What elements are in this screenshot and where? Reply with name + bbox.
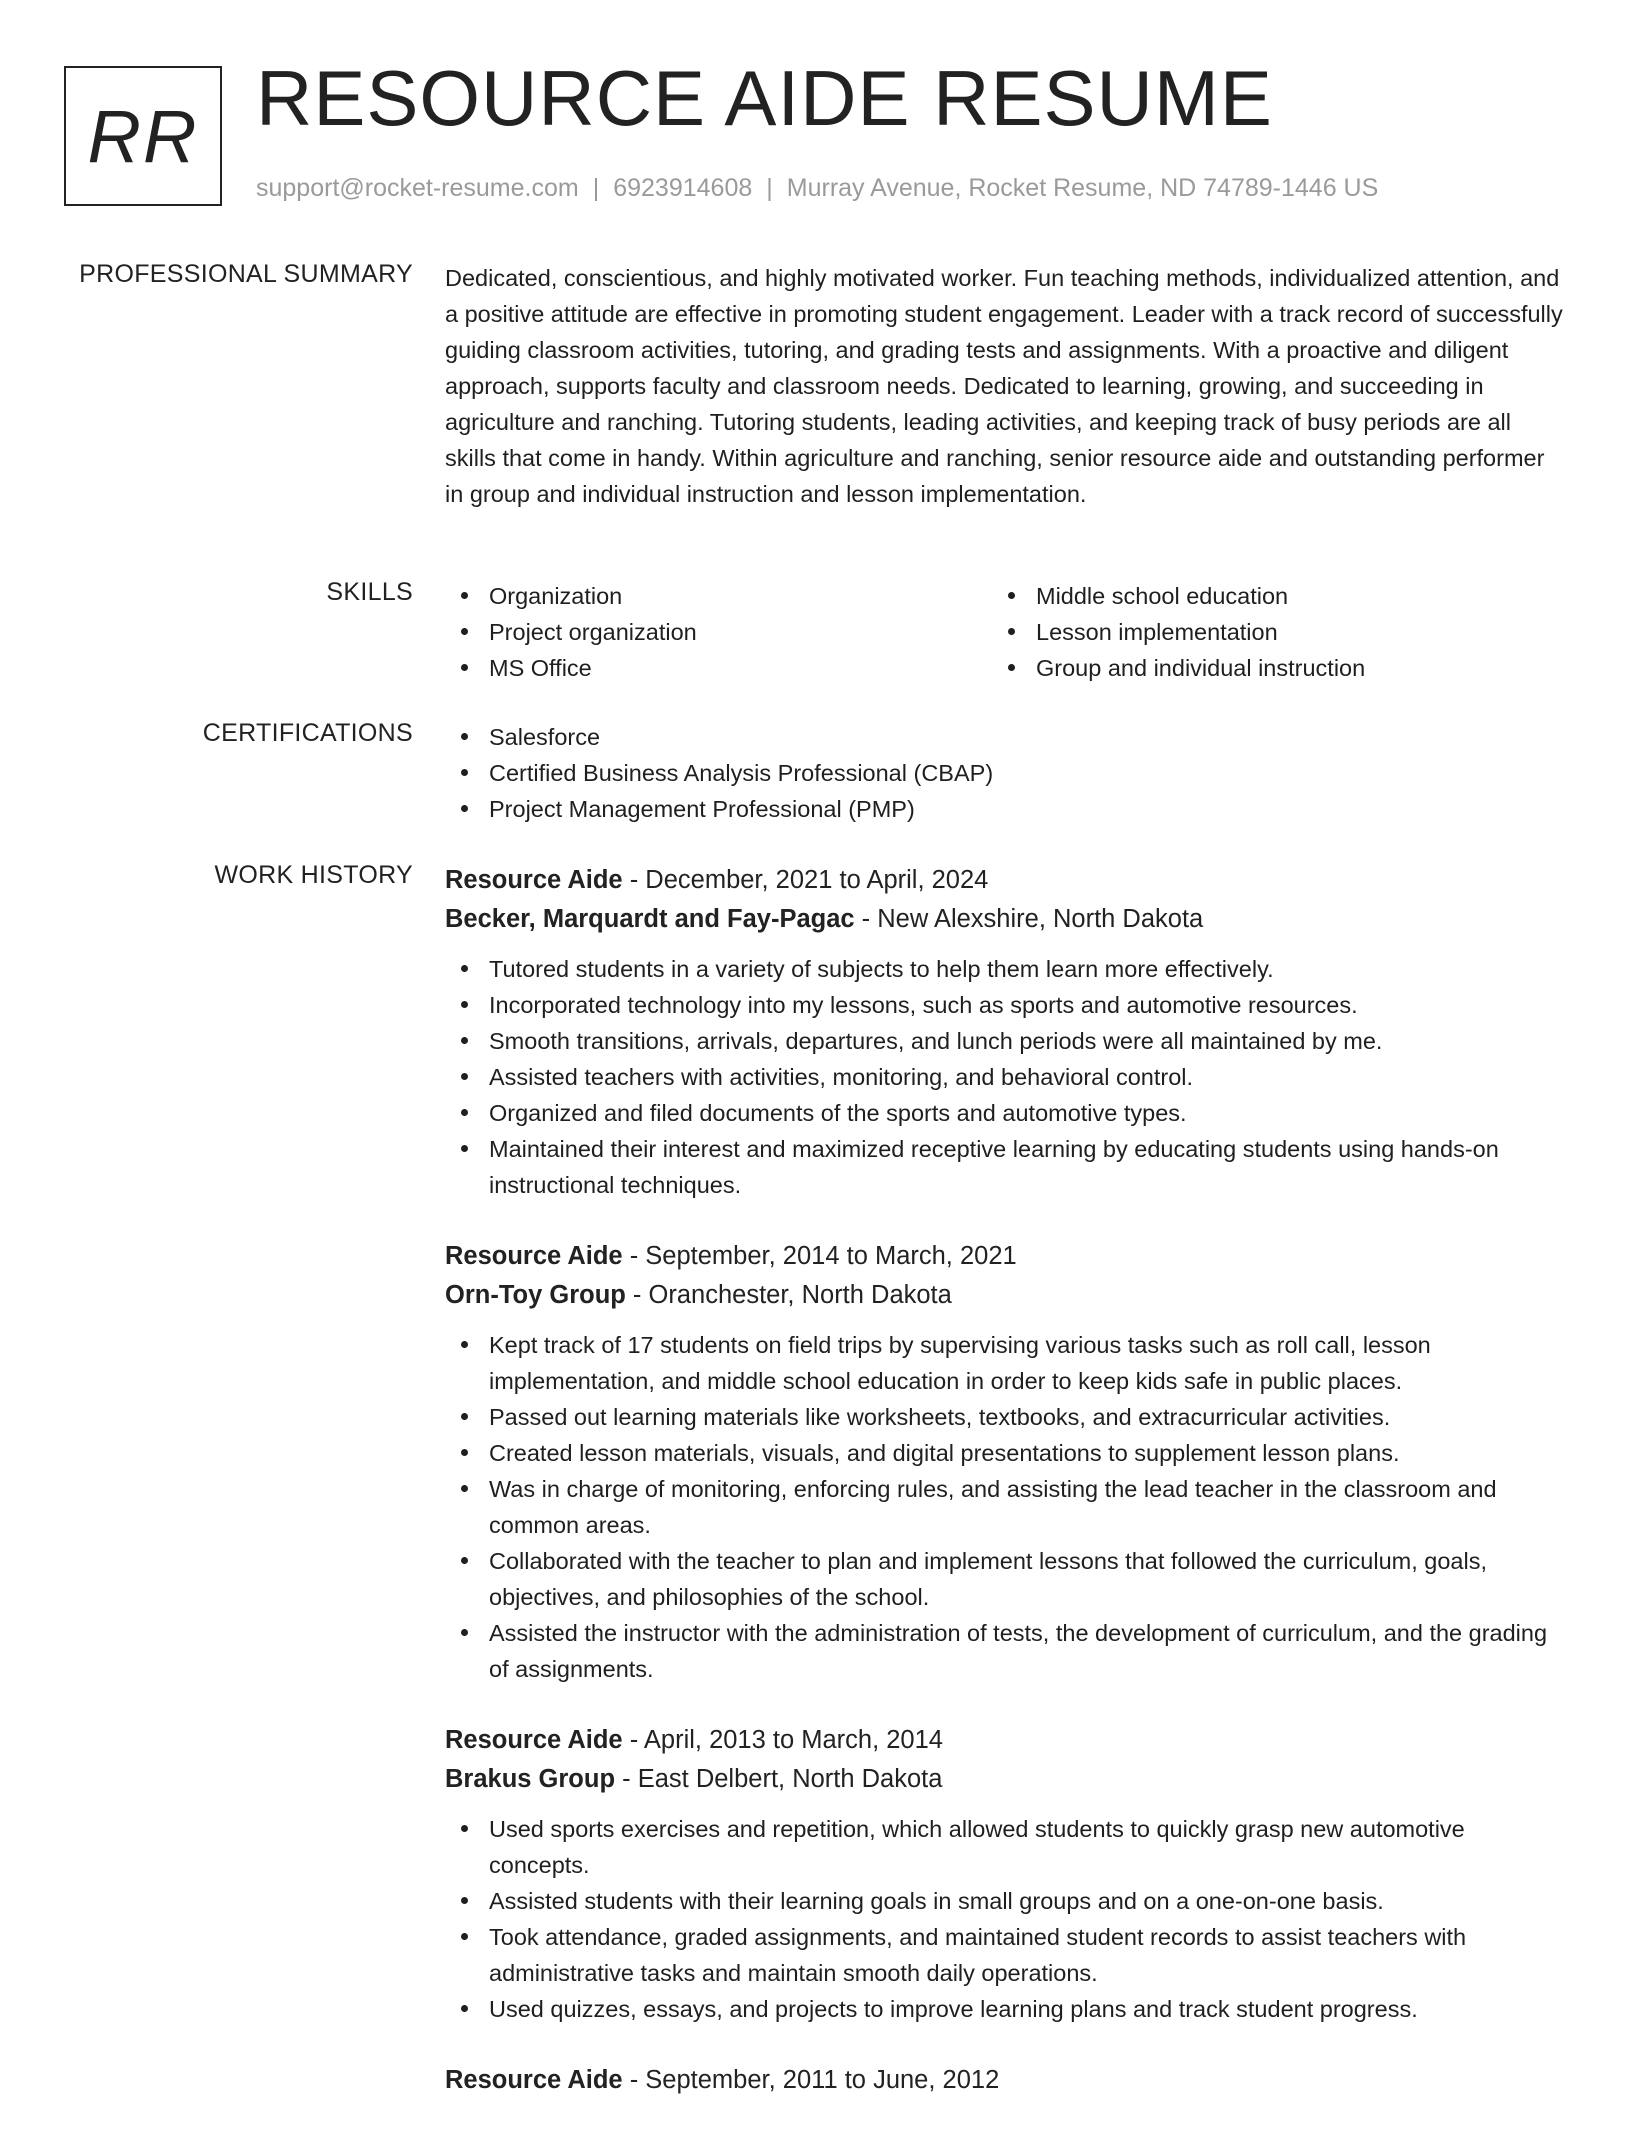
job-bullets bbox=[445, 1327, 1565, 1687]
job-title: Resource Aide bbox=[445, 2066, 623, 2094]
job-entry bbox=[445, 1721, 1565, 2027]
contact-separator: | bbox=[766, 174, 773, 202]
job-title: Resource Aide bbox=[445, 1242, 623, 1270]
section-label-work-history: WORK HISTORY bbox=[214, 861, 413, 889]
job-title-line bbox=[445, 1237, 1565, 1276]
job-dash: - bbox=[622, 2066, 646, 2094]
job-bullet: Was in charge of monitoring, enforcing rules, and assisting the lead teacher in the classroom and common areas. bbox=[445, 1471, 1565, 1543]
job-bullet: Used quizzes, essays, and projects to improve learning plans and track student progress. bbox=[445, 1991, 1565, 2027]
job-company-line bbox=[445, 1760, 1565, 1799]
page-title: RESOURCE AIDE RESUME bbox=[256, 54, 1273, 142]
job-title: Resource Aide bbox=[445, 866, 623, 894]
skill-item: MS Office bbox=[445, 650, 992, 686]
contact-email[interactable]: support@rocket-resume.com bbox=[256, 174, 579, 202]
job-bullet: Smooth transitions, arrivals, departures, and lunch periods were all maintained by me. bbox=[445, 1023, 1565, 1059]
job-bullet: Tutored students in a variety of subjects to help them learn more effectively. bbox=[445, 951, 1565, 987]
skill-item: Middle school education bbox=[992, 578, 1539, 614]
job-bullet: Kept track of 17 students on field trips by supervising various tasks such as roll call, lesson implementation, and middle school education in order to keep kids safe in public places. bbox=[445, 1327, 1565, 1399]
job-dash: - bbox=[622, 1242, 646, 1270]
job-company-line bbox=[445, 1276, 1565, 1315]
job-title-line bbox=[445, 861, 1565, 900]
job-dates: April, 2013 to March, 2014 bbox=[643, 1726, 943, 1754]
job-bullet: Created lesson materials, visuals, and digital presentations to supplement lesson plans. bbox=[445, 1435, 1565, 1471]
job-bullet: Assisted the instructor with the administration of tests, the development of curriculum, and the grading of assignments. bbox=[445, 1615, 1565, 1687]
contact-separator: | bbox=[592, 174, 600, 202]
job-bullet: Assisted students with their learning goals in small groups and on a one-on-one basis. bbox=[445, 1883, 1565, 1919]
certification-item: Salesforce bbox=[445, 719, 1565, 755]
job-dash: - bbox=[854, 905, 878, 933]
skills-list-right bbox=[992, 578, 1539, 686]
work-history-body bbox=[445, 861, 1565, 2134]
job-company: Orn-Toy Group bbox=[445, 1281, 626, 1309]
job-dash: - bbox=[625, 1281, 649, 1309]
job-entry bbox=[445, 861, 1565, 1203]
certifications-list bbox=[445, 719, 1565, 827]
job-entry bbox=[445, 2061, 1565, 2100]
summary-text: Dedicated, conscientious, and highly motivated worker. Fun teaching methods, individualized attention, and a positive attitude are effective in promoting student engagement. Leader with a track record of successfully guiding classroom activities, tutoring, and grading tests and assignments. With a proactive and diligent approach, supports faculty and classroom needs. Dedicated to learning, growing, and succeeding in agriculture and ranching. Tutoring students, leading activities, and keeping track of busy periods are all skills that come in handy. Within agriculture and ranching, senior resource aide and outstanding performer in group and individual instruction and lesson implementation. bbox=[445, 265, 1563, 507]
section-label-certifications: CERTIFICATIONS bbox=[202, 719, 413, 747]
contact-line bbox=[256, 174, 1378, 203]
monogram-logo: RR bbox=[64, 66, 222, 206]
skill-item: Organization bbox=[445, 578, 992, 614]
job-bullet: Took attendance, graded assignments, and maintained student records to assist teachers with administrative tasks and maintain smooth daily operations. bbox=[445, 1919, 1565, 1991]
job-bullets bbox=[445, 951, 1565, 1203]
skill-item: Group and individual instruction bbox=[992, 650, 1539, 686]
job-bullet: Passed out learning materials like worksheets, textbooks, and extracurricular activities. bbox=[445, 1399, 1565, 1435]
job-dash: - bbox=[622, 1726, 644, 1754]
job-bullet: Used sports exercises and repetition, which allowed students to quickly grasp new automotive concepts. bbox=[445, 1811, 1565, 1883]
job-title: Resource Aide bbox=[445, 1726, 623, 1754]
contact-phone[interactable]: 6923914608 bbox=[613, 174, 753, 202]
job-bullet: Assisted teachers with activities, monitoring, and behavioral control. bbox=[445, 1059, 1565, 1095]
job-company-line bbox=[445, 900, 1565, 939]
job-company: Becker, Marquardt and Fay-Pagac bbox=[445, 905, 855, 933]
section-label-summary: PROFESSIONAL SUMMARY bbox=[79, 260, 413, 288]
job-dates: December, 2021 to April, 2024 bbox=[645, 866, 989, 894]
job-dates: September, 2014 to March, 2021 bbox=[645, 1242, 1017, 1270]
job-bullet: Organized and filed documents of the sports and automotive types. bbox=[445, 1095, 1565, 1131]
job-location: New Alexshire, North Dakota bbox=[877, 905, 1204, 933]
job-bullet: Collaborated with the teacher to plan and implement lessons that followed the curriculum, goals, objectives, and philosophies of the school. bbox=[445, 1543, 1565, 1615]
job-location: East Delbert, North Dakota bbox=[637, 1765, 943, 1793]
contact-address: Murray Avenue, Rocket Resume, ND 74789-1446 US bbox=[786, 174, 1379, 202]
certification-item: Certified Business Analysis Professional (CBAP) bbox=[445, 755, 1565, 791]
job-dates: September, 2011 to June, 2012 bbox=[645, 2066, 1000, 2094]
job-entry bbox=[445, 1237, 1565, 1687]
summary-body bbox=[445, 260, 1565, 512]
job-location: Oranchester, North Dakota bbox=[648, 1281, 952, 1309]
job-dash: - bbox=[615, 1765, 638, 1793]
skill-item: Lesson implementation bbox=[992, 614, 1539, 650]
skill-item: Project organization bbox=[445, 614, 992, 650]
job-bullets bbox=[445, 1811, 1565, 2027]
job-dash: - bbox=[622, 866, 646, 894]
job-bullet: Maintained their interest and maximized receptive learning by educating students using hands-on instructional techniques. bbox=[445, 1131, 1565, 1203]
job-title-line bbox=[445, 2061, 1565, 2100]
job-bullet: Incorporated technology into my lessons, such as sports and automotive resources. bbox=[445, 987, 1565, 1023]
job-company: Brakus Group bbox=[445, 1765, 616, 1793]
skills-body bbox=[445, 578, 1565, 686]
certification-item: Project Management Professional (PMP) bbox=[445, 791, 1565, 827]
skills-list-left bbox=[445, 578, 992, 686]
certifications-body bbox=[445, 719, 1565, 827]
job-title-line bbox=[445, 1721, 1565, 1760]
section-label-skills: SKILLS bbox=[326, 578, 413, 606]
